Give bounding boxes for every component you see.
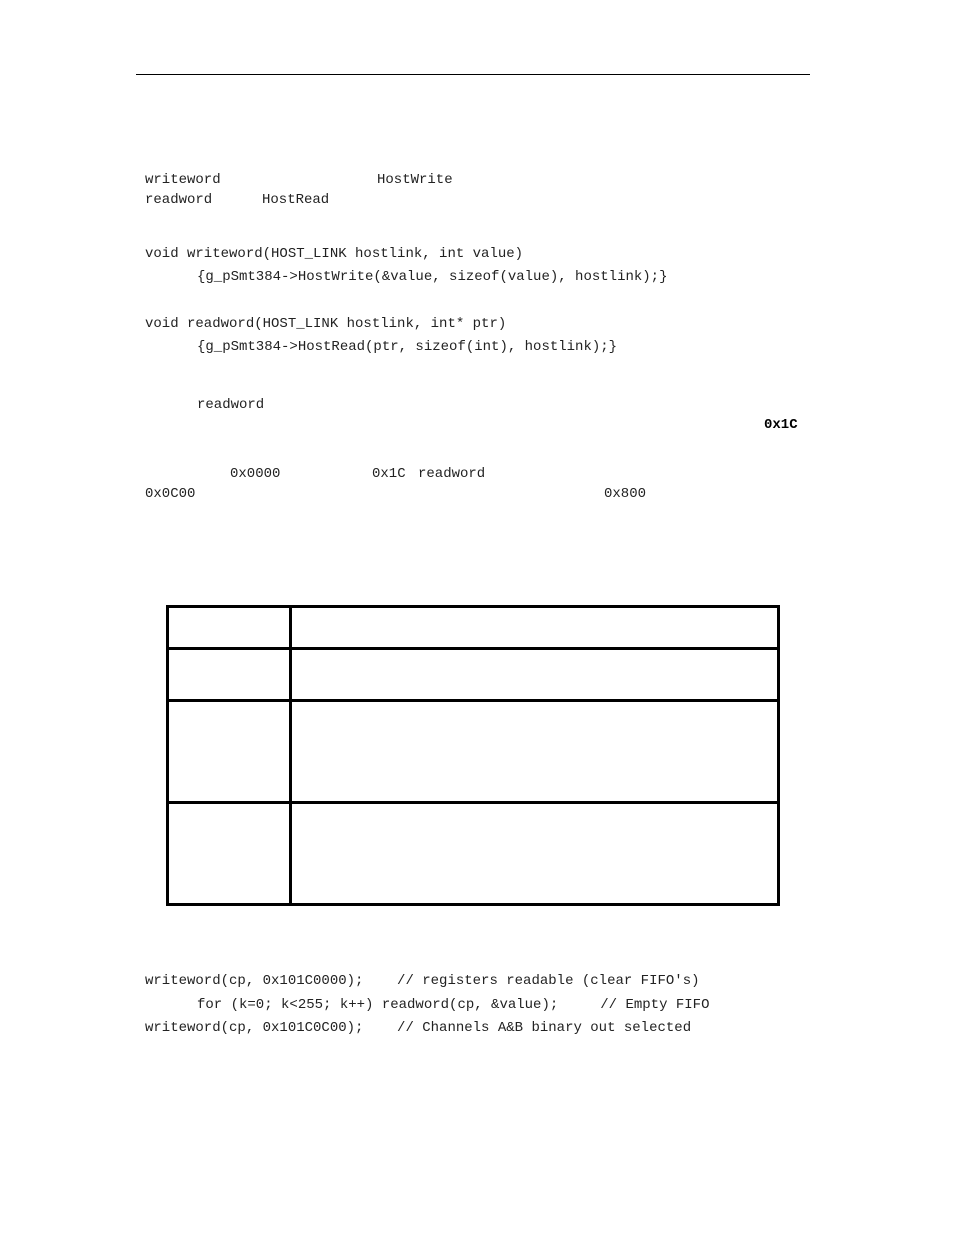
table-cell — [168, 803, 291, 905]
para-addr-0x800: 0x800 — [604, 486, 647, 502]
table-cell — [168, 607, 291, 649]
para-register-0x1c-2: 0x1C — [372, 466, 406, 482]
intro-hostread: HostRead — [262, 192, 330, 208]
code-writeword-signature: void writeword(HOST_LINK hostlink, int value) — [145, 246, 524, 262]
code-writeword-body: {g_pSmt384->HostWrite(&value, sizeof(value), hostlink);} — [197, 269, 668, 285]
para-addr-0x0000: 0x0000 — [230, 466, 281, 482]
para-readword: readword — [197, 397, 265, 413]
table-cell — [291, 803, 779, 905]
table-row — [168, 607, 779, 649]
intro-readword: readword — [145, 192, 213, 208]
example-line-3: writeword(cp, 0x101C0C00); // Channels A&B binary out selected — [145, 1020, 692, 1036]
header-rule — [136, 74, 810, 75]
table-cell — [291, 649, 779, 701]
para-register-0x1c: 0x1C — [764, 417, 798, 433]
intro-writeword: writeword — [145, 172, 221, 188]
table-row — [168, 649, 779, 701]
intro-hostwrite: HostWrite — [377, 172, 453, 188]
register-table — [166, 605, 780, 906]
table-cell — [168, 701, 291, 803]
para-readword-2: readword — [418, 466, 486, 482]
table-row — [168, 701, 779, 803]
table-row — [168, 803, 779, 905]
table-cell — [291, 701, 779, 803]
code-readword-body: {g_pSmt384->HostRead(ptr, sizeof(int), hostlink);} — [197, 339, 618, 355]
code-readword-signature: void readword(HOST_LINK hostlink, int* ptr) — [145, 316, 507, 332]
example-line-1: writeword(cp, 0x101C0000); // registers readable (clear FIFO's) — [145, 973, 700, 989]
example-line-2: for (k=0; k<255; k++) readword(cp, &value); // Empty FIFO — [197, 997, 710, 1013]
para-addr-0x0c00: 0x0C00 — [145, 486, 196, 502]
table-cell — [291, 607, 779, 649]
table-cell — [168, 649, 291, 701]
